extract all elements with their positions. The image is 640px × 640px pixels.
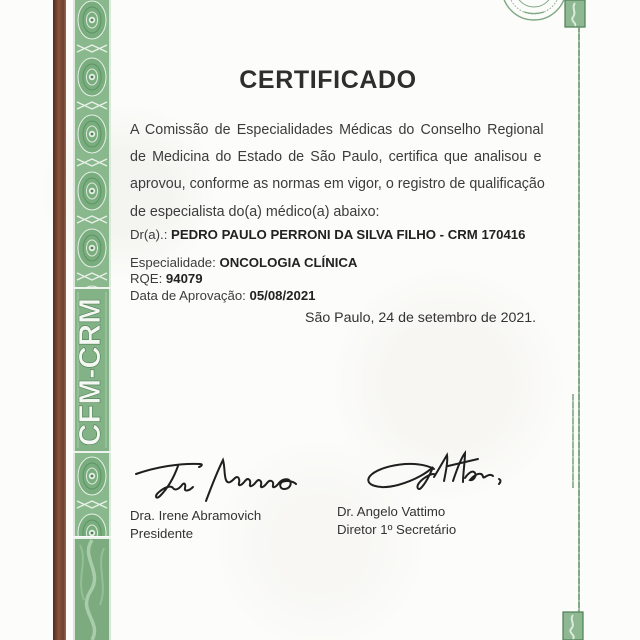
specialty-line	[130, 255, 357, 271]
right-border-line	[578, 26, 580, 612]
signature-abramovich	[122, 447, 302, 505]
approval-line	[130, 288, 357, 304]
stamp-icon-top	[564, 0, 586, 28]
serpent-pattern-bottom	[73, 538, 111, 640]
body-line: aprovou, conforme as normas em vigor, o registro de qualificação	[130, 176, 545, 193]
cfm-crm-vertical-text: CFM-CRM	[72, 296, 107, 446]
signer-name: Dr. Angelo Vattimo	[337, 504, 446, 519]
rqe-value: 94079	[165, 271, 203, 287]
doctor-line	[130, 227, 525, 242]
approval-label: Data de Aprovação:	[130, 287, 246, 303]
rosette-pattern-top	[73, 0, 111, 288]
approval-value: 05/08/2021	[249, 287, 316, 303]
signer-name: Dra. Irene Abramovich	[130, 508, 262, 523]
doctor-name-value: PEDRO PAULO PERRONI DA SILVA FILHO - CRM 170416	[171, 227, 526, 242]
rqe-line	[130, 271, 357, 287]
rqe-label: RQE:	[130, 271, 163, 287]
signature-vattimo	[322, 441, 507, 496]
dateline: São Paulo, 24 de setembro de 2021.	[305, 310, 537, 326]
signer-block-president	[130, 507, 261, 542]
stamp-icon-bottom	[562, 611, 584, 640]
right-border-line-segment	[572, 394, 574, 488]
binding-strip	[53, 0, 66, 640]
signer-role: Diretor 1º Secretário	[337, 521, 457, 537]
border-text-section	[72, 288, 111, 452]
body-paragraph	[130, 117, 545, 226]
specialty-label: Especialidade:	[130, 255, 216, 270]
signer-block-secretary	[337, 503, 456, 538]
signer-role: Presidente	[130, 525, 194, 541]
specialty-value: ONCOLOGIA CLÍNICA	[219, 255, 358, 270]
rosette-pattern-middle	[73, 452, 111, 536]
body-line: de Medicina do Estado de São Paulo, certifica que analisou e	[130, 149, 542, 166]
ornamental-border-band	[70, 0, 114, 640]
body-line: A Comissão de Especialidades Médicas do Conselho Regional	[130, 122, 544, 138]
qualification-block	[130, 255, 357, 304]
body-line: de especialista do(a) médico(a) abaixo:	[130, 203, 380, 220]
doctor-label: Dr(a).:	[130, 227, 168, 242]
page-title: CERTIFICADO	[239, 66, 417, 94]
